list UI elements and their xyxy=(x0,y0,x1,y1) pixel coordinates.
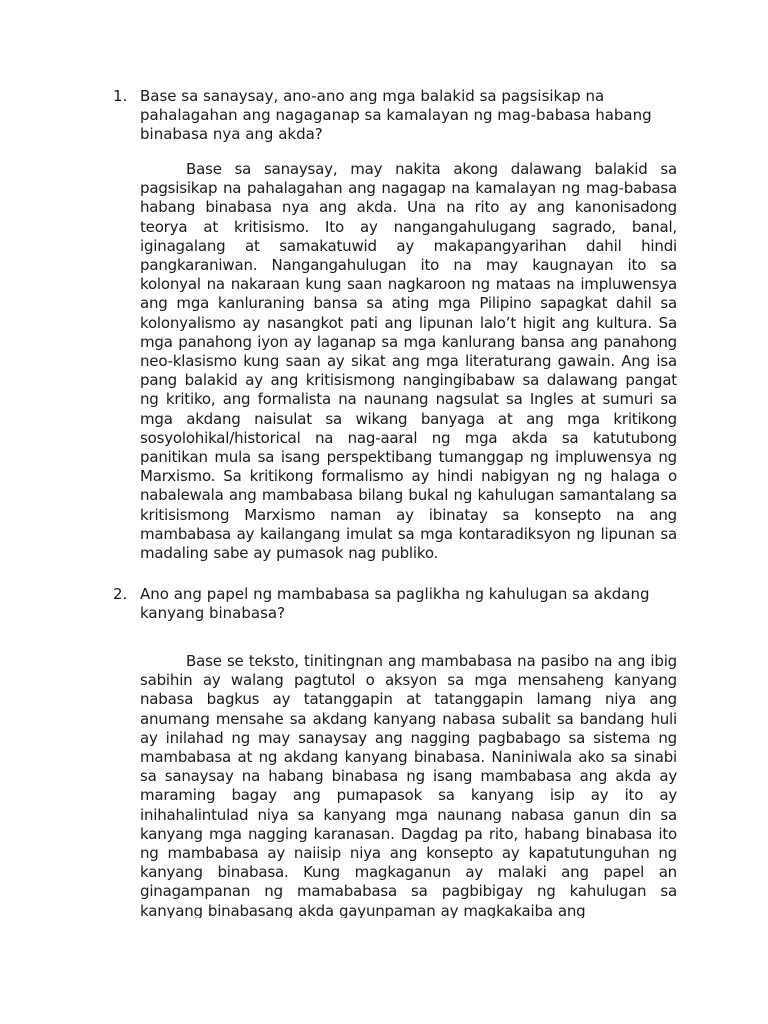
question-2 xyxy=(113,585,677,623)
question-text: Base sa sanaysay, ano-ano ang mga balakid sa pagsisikap na pahalagahan ang nagaganap sa kamalayan ng mag-babasa habang binabasa nya ang akda? xyxy=(140,87,652,144)
answer-paragraph-2: Base se teksto, tinitingnan ang mambabasa na pasibo na ang ibig sabihin ay walang pagtutol o aksyon sa mga mensaheng kanyang nabasa bagkus ay tatanggapin at tatanggapin lamang niya ang anumang mensahe sa akdang kanyang nabasa subalit sa bandang huli ay inilahad ng may sanaysay ang nagging pagbabago sa sistema ng mambabasa at ng akdang kanyang binabasa. Naniniwala ako sa sinabi sa sanaysay na habang binabasa ng isang mambabasa ang akda ay maraming bagay ang pumapasok sa kanyang isip ay ito ay inihahalintulad niya sa kanyang mga naunang nabasa ganun din sa kanyang mga nagging karanasan. Dagdag pa rito, habang binabasa ito ng mambabasa ay naiisip niya ang konsepto ay kapatutunguhan ng kanyang binabasa. Kung magkaganun ay malaki ang papel an ginagampanan ng mamababasa sa pagbibigay ng kahulugan sa kanyang binabasang akda gayunpaman ay magkakaiba ang xyxy=(140,652,677,918)
question-number: 1. xyxy=(113,87,128,105)
answer-paragraph-1: Base sa sanaysay, may nakita akong dalawang balakid sa pagsisikap na pahalagahan ang nagagap na kamalayan ng mag-babasa habang binabasa nya ang akda. Una na rito ay ang kanonisadong teorya at kritisismo. Ito ay nangangahulugang sagrado, banal, iginagalang at samakatuwid ay makapangyarihan dahil hindi pangkaraniwan. Nangangahulugan ito na may kaugnayan ito sa kolonyal na nakaraan kung saan nagkaroon ng mataas na impluwensya ang mga kanluraning bansa sa ating mga Pilipino sapagkat dahil sa kolonyalismo ay nasangkot pati ang lipunan lalo’t higit ang kultura. Sa mga panahong iyon ay laganap sa mga kanlurang bansa ang panahong neo-klasismo kung saan ay sikat ang mga literaturang gawain. Ang isa pang balakid ay ang kritisismong nangingibabaw sa dalawang pangat ng kritiko, ang formalista na naunang nagsulat sa Ingles at sumuri sa mga akdang naisulat sa wikang banyaga at ang mga kritikong sosyolohikal/historical na nag-aaral ng mga akda sa katutubong panitikan mula sa isang perspektibang tumanggap ng impluwensya ng Marxismo. Sa kritikong formalismo ay hindi nabigyan ng ng halaga o nabalewala ang mambabasa bilang bukal ng kahulugan samantalang sa kritisismong Marxismo naman ay ibinatay sa konsepto na ang mambabasa ay kailangang imulat sa mga kontaradiksyon ng lipunan sa madaling sabe ay pumasok nag publiko. xyxy=(140,160,677,563)
question-text: Ano ang papel ng mambabasa sa paglikha ng kahulugan sa akdang kanyang binabasa? xyxy=(140,585,650,623)
question-1 xyxy=(113,87,677,145)
question-number: 2. xyxy=(113,585,128,603)
